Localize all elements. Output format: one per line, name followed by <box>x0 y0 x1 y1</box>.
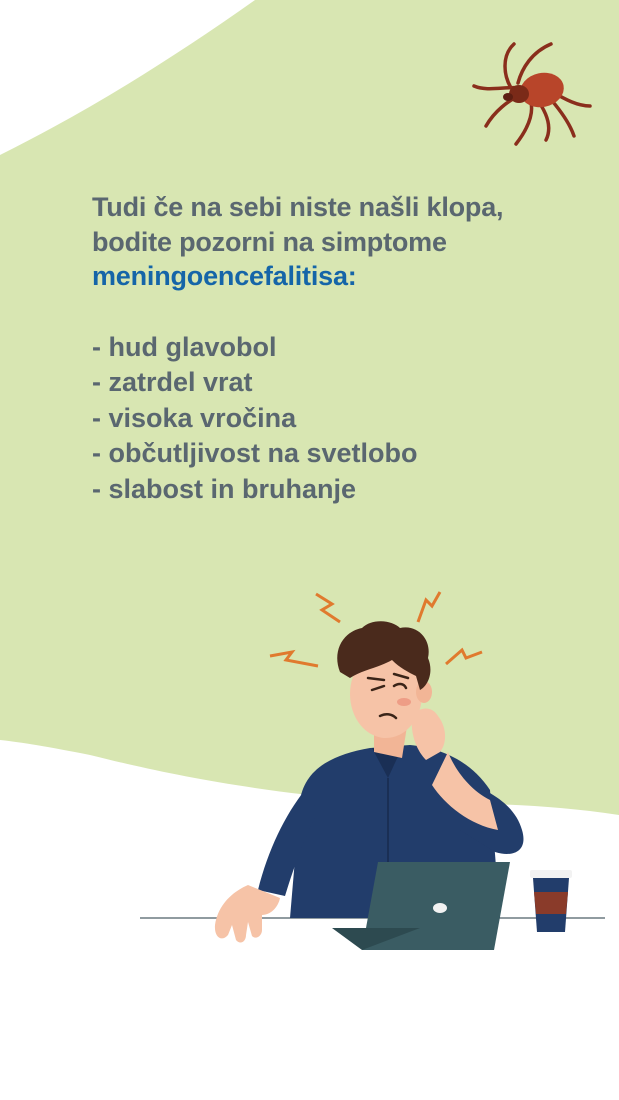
intro-paragraph <box>92 190 592 294</box>
left-hand <box>215 885 280 942</box>
intro-line-1: Tudi če na sebi niste našli klopa, <box>92 192 504 222</box>
tick-insect-icon <box>466 36 596 151</box>
person-with-headache-illustration <box>130 580 619 970</box>
coffee-cup-icon <box>530 870 572 932</box>
symptom-item-nausea-vomiting: - slabost in bruhanje <box>92 473 357 504</box>
cheek-blush <box>397 698 411 706</box>
condition-highlight: meningoencefalitisa: <box>92 261 357 291</box>
symptom-list <box>92 330 592 508</box>
symptom-item-headache: - hud glavobol <box>92 331 277 362</box>
symptom-text-block <box>92 190 592 507</box>
symptom-item-high-fever: - visoka vročina <box>92 402 297 433</box>
symptom-item-light-sensitivity: - občutljivost na svetlobo <box>92 438 418 468</box>
symptom-item-stiff-neck: - zatrdel vrat <box>92 367 253 397</box>
intro-line-2: bodite pozorni na simptome <box>92 226 447 257</box>
